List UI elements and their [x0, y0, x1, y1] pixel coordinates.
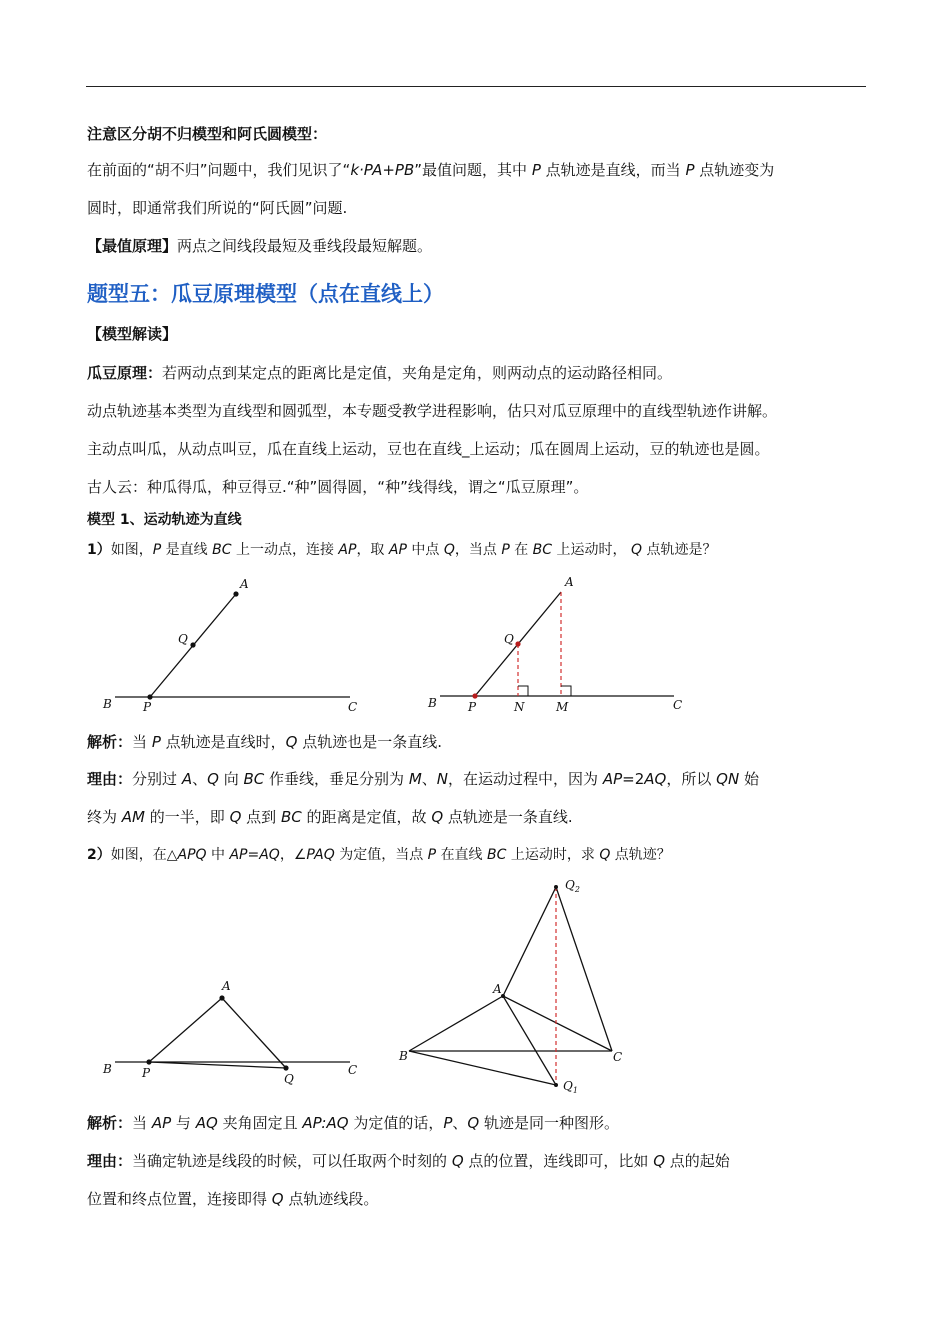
v: BC — [280, 808, 302, 826]
segment-bq1 — [409, 1051, 556, 1085]
v: AP — [338, 542, 357, 558]
t: 为定值，当点 — [339, 847, 424, 863]
t: 上运动时， — [556, 542, 627, 558]
segment-pq — [149, 1062, 286, 1068]
label-q1: $Q_1$ — [563, 1079, 578, 1095]
principle-label: 【最值原理】 — [87, 237, 178, 255]
intro-paragraph-line-2: 圆时，即通常我们所说的“阿氏圆”问题. — [87, 199, 348, 217]
label-p: P — [143, 700, 152, 714]
note-title: 注意区分胡不归模型和阿氏圆模型： — [87, 125, 328, 143]
v: BC — [487, 847, 507, 863]
t: 在 — [514, 542, 529, 558]
t: 点轨迹也是一条直线. — [302, 733, 443, 751]
t: 上运动时，求 — [510, 847, 595, 863]
var: P — [685, 161, 695, 179]
figure-4 — [395, 875, 635, 1100]
label-c: C — [348, 700, 358, 714]
t: 分别过 — [132, 770, 178, 788]
label-q: Q — [178, 632, 188, 646]
segment-aq2 — [503, 887, 556, 996]
t: ，当点 — [454, 542, 497, 558]
v: P — [152, 542, 162, 558]
header-rule — [86, 86, 866, 87]
t: 的距离是定值，故 — [306, 808, 427, 826]
principle-text: 两点之间线段最短及垂线段最短解题。 — [177, 237, 433, 255]
reason-1-line-1 — [87, 769, 759, 789]
analysis-1 — [87, 732, 442, 752]
segment-ap — [149, 998, 222, 1062]
v: P — [501, 542, 510, 558]
guadou-line-4: 古人云：种瓜得瓜，种豆得豆.“种”圆得圆，“种”线得线，谓之“瓜豆原理”。 — [87, 478, 589, 496]
v: M — [408, 770, 422, 788]
analysis-2 — [87, 1113, 619, 1133]
text: 点轨迹是直线，而当 — [545, 161, 681, 179]
t: ，在运动过程中，因为 — [448, 770, 599, 788]
figure-3 — [100, 980, 370, 1090]
v: Q — [630, 542, 642, 558]
v: P — [427, 847, 437, 863]
t: 如图， — [110, 542, 153, 558]
label-q: Q — [284, 1072, 294, 1086]
t: 点轨迹是？ — [646, 542, 717, 558]
right-angle-n — [518, 686, 528, 696]
text: 在前面的“胡不归”问题中，我们见识了“ — [87, 161, 351, 179]
segment-aq — [222, 998, 286, 1068]
v: PAQ — [306, 847, 335, 863]
t: 终为 — [87, 808, 118, 826]
point-q — [190, 642, 195, 647]
t: 当 — [132, 1114, 148, 1132]
reason-label: 理由： — [87, 770, 133, 788]
analysis-label: 解析： — [87, 733, 133, 751]
t: ，∠ — [279, 847, 307, 863]
t: 点的位置，连线即可，比如 — [468, 1152, 649, 1170]
guadou-line-3: 主动点叫瓜，从动点叫豆，瓜在直线上运动，豆也在直线_上运动；瓜在圆周上运动，豆的轨迹也是圆。 — [87, 440, 770, 458]
v: QN — [716, 770, 740, 788]
v: Q — [285, 733, 298, 751]
t: 当确定轨迹是线段的时候，可以任取两个时刻的 — [132, 1152, 448, 1170]
label-q2: $Q_2$ — [565, 878, 580, 894]
v: AP:AQ — [302, 1114, 349, 1132]
t: 与 — [175, 1114, 191, 1132]
v: A — [181, 770, 193, 788]
formula: k·PA+PB — [350, 161, 415, 179]
v: AP — [388, 542, 407, 558]
t: 中 — [211, 847, 226, 863]
v: Q — [451, 1152, 464, 1170]
label-c: C — [613, 1050, 623, 1064]
figure-2 — [420, 572, 700, 722]
guadou-label: 瓜豆原理： — [87, 364, 163, 382]
t: 点轨迹？ — [614, 847, 671, 863]
v: Q — [467, 1114, 480, 1132]
label-a: A — [222, 979, 231, 993]
v: P — [151, 733, 161, 751]
analysis-label: 解析： — [87, 1114, 133, 1132]
reason-2-line-2 — [87, 1189, 378, 1209]
v: AQ — [644, 770, 667, 788]
v: BC — [212, 542, 232, 558]
v: N — [436, 770, 449, 788]
q-num: 2） — [87, 847, 111, 863]
t: 的一半，即 — [149, 808, 225, 826]
v: BC — [532, 542, 553, 558]
t: 、 — [421, 770, 437, 788]
label-q: Q — [504, 632, 514, 646]
t: ，所以 — [666, 770, 712, 788]
label-m: M — [556, 700, 569, 714]
point-q — [515, 641, 520, 646]
t: 向 — [223, 770, 239, 788]
right-angle-m — [561, 686, 571, 696]
point-a — [233, 591, 238, 596]
t: 是直线 — [165, 542, 208, 558]
v: Q — [653, 1152, 666, 1170]
point-p — [147, 694, 152, 699]
t: 点轨迹线段。 — [288, 1190, 379, 1208]
t: ，取 — [356, 542, 385, 558]
t: 始 — [743, 770, 759, 788]
figure-1 — [100, 575, 370, 720]
principle-line — [87, 236, 432, 256]
v: Q — [431, 808, 444, 826]
intro-paragraph-line-1 — [87, 160, 774, 180]
t: 点轨迹是一条直线. — [447, 808, 573, 826]
v: P — [443, 1114, 453, 1132]
v: AM — [121, 808, 145, 826]
t: 、 — [192, 770, 208, 788]
label-b: B — [399, 1049, 408, 1063]
model1-title: 模型 1、运动轨迹为直线 — [87, 512, 242, 528]
v: Q — [229, 808, 242, 826]
text: 点轨迹变为 — [699, 161, 775, 179]
point-q2 — [554, 885, 558, 889]
var: P — [531, 161, 541, 179]
v: AQ — [195, 1114, 218, 1132]
v: Q — [207, 770, 219, 788]
t: 上一动点，连接 — [235, 542, 334, 558]
t: 点的起始 — [669, 1152, 730, 1170]
guadou-definition — [87, 363, 672, 383]
point-p — [472, 693, 477, 698]
t: 位置和终点位置，连接即得 — [87, 1190, 268, 1208]
t: 夹角固定且 — [222, 1114, 298, 1132]
t: 中点 — [411, 542, 440, 558]
label-p: P — [142, 1066, 151, 1080]
label-n: N — [514, 700, 525, 714]
point-p — [146, 1059, 151, 1064]
segment-ba — [409, 996, 503, 1051]
text: ”最值问题，其中 — [414, 161, 528, 179]
label-a: A — [565, 575, 574, 589]
reason-2-line-1 — [87, 1151, 730, 1171]
v: Q — [599, 847, 611, 863]
t: 如图，在△ — [110, 847, 178, 863]
v: Q — [443, 542, 455, 558]
model-reading-label: 【模型解读】 — [87, 325, 178, 343]
label-b: B — [103, 1062, 112, 1076]
label-c: C — [348, 1063, 358, 1077]
label-a: A — [493, 982, 502, 996]
label-b: B — [428, 696, 437, 710]
v: AP — [602, 770, 623, 788]
label-p: P — [468, 700, 477, 714]
v: AP=AQ — [229, 847, 280, 863]
v: APQ — [177, 847, 207, 863]
t: 点到 — [246, 808, 277, 826]
v: AP — [151, 1114, 172, 1132]
t: 轨迹是同一种图形。 — [483, 1114, 619, 1132]
guadou-line-2: 动点轨迹基本类型为直线型和圆弧型，本专题受教学进程影响，估只对瓜豆原理中的直线型轨迹作讲解。 — [87, 402, 778, 420]
t: 点轨迹是直线时， — [165, 733, 286, 751]
point-q — [283, 1065, 288, 1070]
section-title: 题型五：瓜豆原理模型（点在直线上） — [87, 282, 444, 306]
t: 当 — [132, 733, 148, 751]
v: Q — [271, 1190, 284, 1208]
t: 作垂线，垂足分别为 — [269, 770, 405, 788]
t: 在直线 — [440, 847, 483, 863]
question-1 — [87, 540, 716, 560]
guadou-text: 若两动点到某定点的距离比是定值，夹角是定角，则两动点的运动路径相同。 — [162, 364, 673, 382]
t: 、 — [452, 1114, 468, 1132]
v: BC — [243, 770, 265, 788]
label-c: C — [673, 698, 683, 712]
point-a — [219, 995, 224, 1000]
t: =2 — [622, 770, 645, 788]
point-q1 — [554, 1083, 558, 1087]
label-b: B — [103, 697, 112, 711]
question-2 — [87, 845, 671, 865]
reason-1-line-2 — [87, 807, 573, 827]
label-a: A — [240, 577, 249, 591]
reason-label: 理由： — [87, 1152, 133, 1170]
q-num: 1） — [87, 542, 111, 558]
t: 为定值的话， — [353, 1114, 444, 1132]
